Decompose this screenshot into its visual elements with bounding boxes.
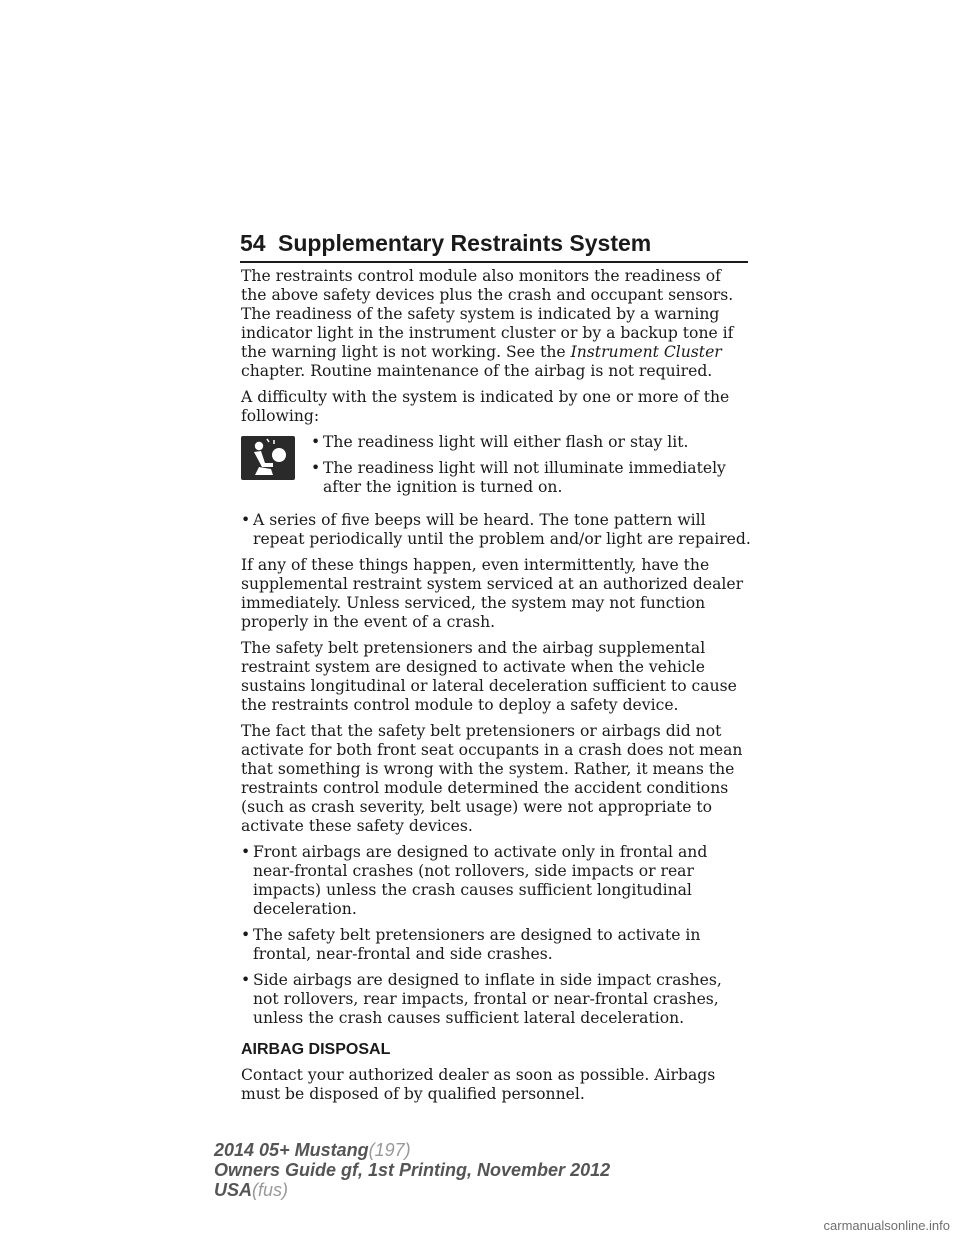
page-header [240,229,748,263]
section-heading: AIRBAG DISPOSAL [241,1041,391,1058]
list-item: • Front airbags are designed to activate only in frontal and near-frontal crashes (not rollovers, side impacts or rear impacts) unless the crash causes sufficient longitudinal deceleration. [241,843,708,918]
instrument-cluster-reference: Instrument Cluster [570,343,722,361]
warning-light-block [241,433,751,504]
airbag-bullet-list [241,843,751,1028]
page-number: 54 [240,230,266,256]
list-item: • The readiness light will either flash or stay lit. [311,433,689,451]
paragraph-activation: The safety belt pretensioners and the airbag supplemental restraint system are designed to activate when the vehicle sustains longitudinal or lateral deceleration sufficient to cause the restraints control module to deploy a safety device. [241,639,737,714]
chapter-title: Supplementary Restraints System [277,230,652,256]
list-item: • The readiness light will not illuminate immediately after the ignition is turned on. [311,459,726,496]
paragraph-service: If any of these things happen, even intermittently, have the supplemental restraint system serviced at an authorized dealer immediately. Unless serviced, the system may not function properly in the event of a crash. [241,556,744,631]
airbag-warning-icon [241,436,295,480]
page-content [241,267,751,1111]
paragraph-difficulty: A difficulty with the system is indicated by one or more of the following: [241,388,730,425]
watermark: carmanualsonline.info [823,1218,950,1233]
footer-line-model: 2014 05+ Mustang(197) [214,1140,411,1160]
beeps-list [241,511,751,549]
footer-line-printing: Owners Guide gf, 1st Printing, November 2012 [214,1160,611,1180]
paragraph-readiness: The restraints control module also monitors the readiness of the above safety devices plus the crash and occupant sensors. The readiness of the safety system is indicated by a warning indicator light in the instrument cluster or by a backup tone if the warning light is not working. See the Instrument Cluster chapter. Routine maintenance of the airbag is not required. [241,267,734,380]
paragraph-not-activated: The fact that the safety belt pretensioners or airbags did not activate for both front seat occupants in a crash does not mean that something is wrong with the system. Rather, it means the restraints control module determined the accident conditions (such as crash severity, belt usage) were not appropriate to activate these safety devices. [241,722,743,835]
print-footer [214,1140,610,1200]
list-item: • A series of five beeps will be heard. The tone pattern will repeat periodically until the problem and/or light are repaired. [241,511,751,548]
icon-bullet-list [311,433,751,504]
list-item: • Side airbags are designed to inflate in side impact crashes, not rollovers, rear impacts, frontal or near-frontal crashes, unless the crash causes sufficient lateral deceleration. [241,971,722,1027]
footer-line-region: USA(fus) [214,1180,289,1200]
list-item: • The safety belt pretensioners are designed to activate in frontal, near-frontal and side crashes. [241,926,701,963]
paragraph-disposal: Contact your authorized dealer as soon as possible. Airbags must be disposed of by qualified personnel. [241,1066,716,1103]
